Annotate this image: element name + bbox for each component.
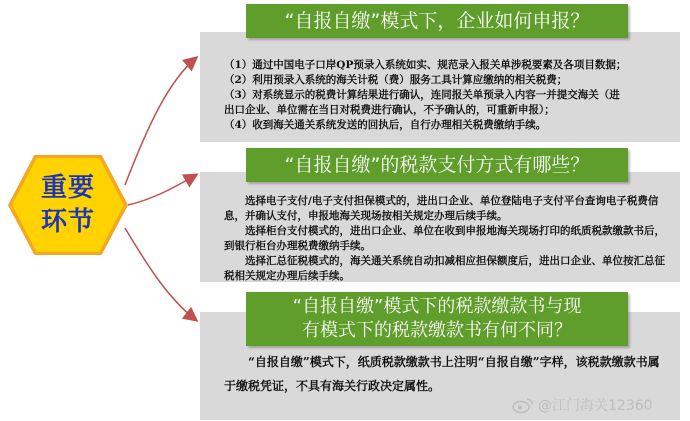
- section-1-line: （4）收到海关通关系统发送的回执后，自行办理相关税费缴纳手续。: [224, 119, 547, 131]
- section-3-body: [224, 350, 670, 398]
- section-1-title: “自报自缴”模式下，企业如何申报？: [246, 4, 628, 38]
- center-label: [12, 162, 124, 248]
- watermark-text: @江门海关12360: [538, 398, 653, 414]
- arrow-to-section-1: [125, 58, 196, 185]
- section-3-title: [246, 292, 628, 346]
- section-1-line: 出口企业、单位需在当日对税费进行确认，不予确认的，可重新申报）；: [224, 104, 555, 116]
- weibo-icon: [512, 397, 534, 413]
- section-2-title: “自报自缴”的税款支付方式有哪些？: [246, 148, 628, 182]
- section-1-line: （3）对系统显示的税费计算结果进行确认，连同报关单预录入内容一并提交海关（进: [224, 89, 620, 101]
- center-label-line-2: 环节: [40, 207, 95, 237]
- arrow-to-section-3: [125, 228, 196, 320]
- section-2-paragraph: 选择电子支付/电子支付担保模式的，进出口企业、单位登陆电子支付平台查询电子税费信息，并确认支付，申报地海关现场按相关规定办理后续手续。: [224, 195, 659, 222]
- section-1-line: （2）利用预录入系统的海关计税（费）服务工具计算应缴纳的相关税费；: [224, 74, 568, 86]
- section-3-title-line-2: 有模式下的税款缴款书有何不同？: [302, 320, 572, 341]
- section-2-body: [224, 194, 670, 284]
- section-3-paragraph: “自报自缴”模式下，纸质税款缴款书上注明“自报自缴”字样，该税款缴款书属于缴税凭证，不具有海关行政决定属性。: [224, 355, 660, 393]
- section-1-body: [224, 58, 670, 133]
- section-2-paragraph: 选择柜台支付模式的，进出口企业、单位在收到申报地海关现场打印的纸质税款缴款书后，到银行柜台办理税费缴纳手续。: [224, 225, 665, 252]
- section-3-title-line-1: “自报自缴”模式下的税款缴款书与现: [292, 296, 582, 317]
- center-label-line-1: 重要: [40, 173, 95, 203]
- section-2-paragraph: 选择汇总征税模式的，海关通关系统自动扣减相应担保额度后，进出口企业、单位按汇总征税相关规定办理后续手续。: [224, 255, 665, 282]
- section-1-line: （1）通过中国电子口岸QP预录入系统如实、规范录入报关单涉税要素及各项目数据；: [224, 59, 627, 71]
- arrow-to-section-2: [128, 175, 196, 205]
- watermark: [512, 395, 653, 415]
